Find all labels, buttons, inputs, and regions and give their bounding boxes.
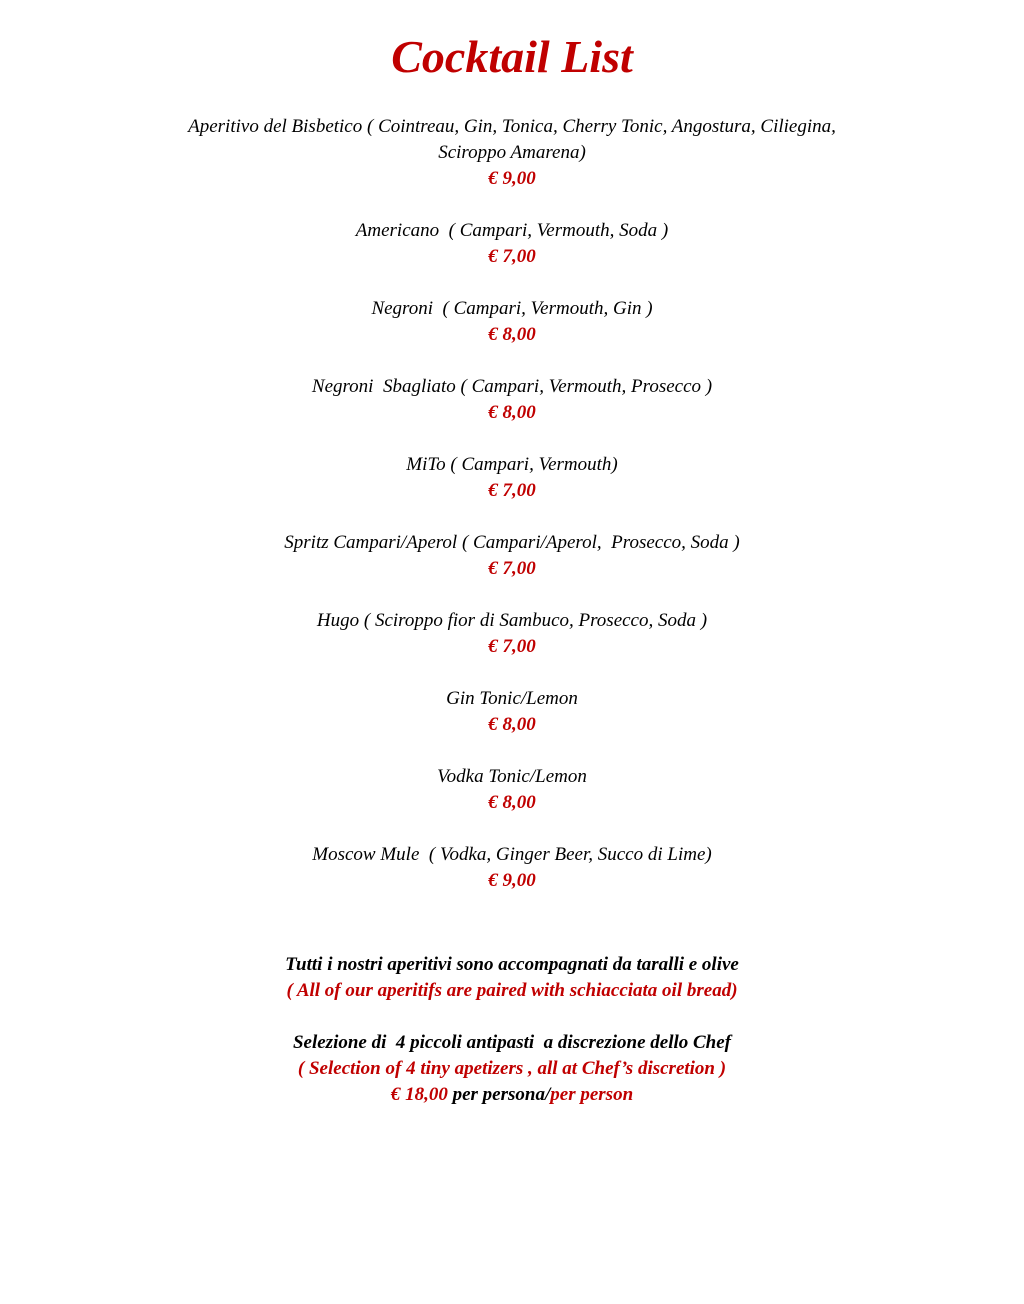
selection-note-english: ( Selection of 4 tiny apetizers , all at Chef’s discretion ) xyxy=(297,1058,727,1079)
antipasti-selection xyxy=(132,1030,892,1108)
item-price: € 9,00 xyxy=(488,168,536,189)
menu-item xyxy=(162,764,862,816)
aperitifs-note-italian: Tutti i nostri aperitivi sono accompagnati da taralli e olive xyxy=(285,954,739,975)
item-price: € 8,00 xyxy=(488,324,536,345)
menu-item xyxy=(162,452,862,504)
item-name: Vodka Tonic/Lemon xyxy=(437,766,587,787)
item-price: € 8,00 xyxy=(488,714,536,735)
menu-item xyxy=(162,608,862,660)
item-price: € 7,00 xyxy=(488,558,536,579)
item-name: Spritz Campari/Aperol ( Campari/Aperol, Prosecco, Soda ) xyxy=(284,532,740,553)
item-name: Negroni Sbagliato ( Campari, Vermouth, Prosecco ) xyxy=(311,376,713,397)
menu-item xyxy=(162,686,862,738)
item-name: Aperitivo del Bisbetico ( Cointreau, Gin, Tonica, Cherry Tonic, Angostura, Ciliegina, Sciroppo Amarena) xyxy=(188,116,841,163)
item-price: € 7,00 xyxy=(488,480,536,501)
item-price: € 8,00 xyxy=(488,402,536,423)
item-name: Moscow Mule ( Vodka, Ginger Beer, Succo di Lime) xyxy=(312,844,712,865)
item-name: Negroni ( Campari, Vermouth, Gin ) xyxy=(371,298,653,319)
item-price: € 7,00 xyxy=(488,246,536,267)
item-price: € 7,00 xyxy=(488,636,536,657)
menu-item xyxy=(162,842,862,894)
selection-note-italian: Selezione di 4 piccoli antipasti a discrezione dello Chef xyxy=(292,1032,732,1053)
menu-item xyxy=(162,530,862,582)
notes-section xyxy=(0,952,1024,1108)
menu-item xyxy=(162,114,862,192)
item-name: Americano ( Campari, Vermouth, Soda ) xyxy=(355,220,669,241)
selection-price: € 18,00 xyxy=(390,1084,448,1105)
menu-item xyxy=(162,296,862,348)
per-person-label: per person xyxy=(550,1084,634,1105)
cocktail-menu xyxy=(0,114,1024,894)
item-name: Gin Tonic/Lemon xyxy=(446,688,578,709)
aperitifs-note xyxy=(132,952,892,1004)
per-persona-label: per persona/ xyxy=(447,1084,551,1105)
item-name: MiTo ( Campari, Vermouth) xyxy=(406,454,618,475)
item-price: € 8,00 xyxy=(488,792,536,813)
item-name: Hugo ( Sciroppo fior di Sambuco, Prosecco, Soda ) xyxy=(316,610,708,631)
menu-item xyxy=(162,218,862,270)
menu-item xyxy=(162,374,862,426)
page-title: Cocktail List xyxy=(391,31,633,82)
item-price: € 9,00 xyxy=(488,870,536,891)
selection-price-line xyxy=(132,1082,892,1108)
aperitifs-note-english: ( All of our aperitifs are paired with schiacciata oil bread) xyxy=(286,980,738,1001)
